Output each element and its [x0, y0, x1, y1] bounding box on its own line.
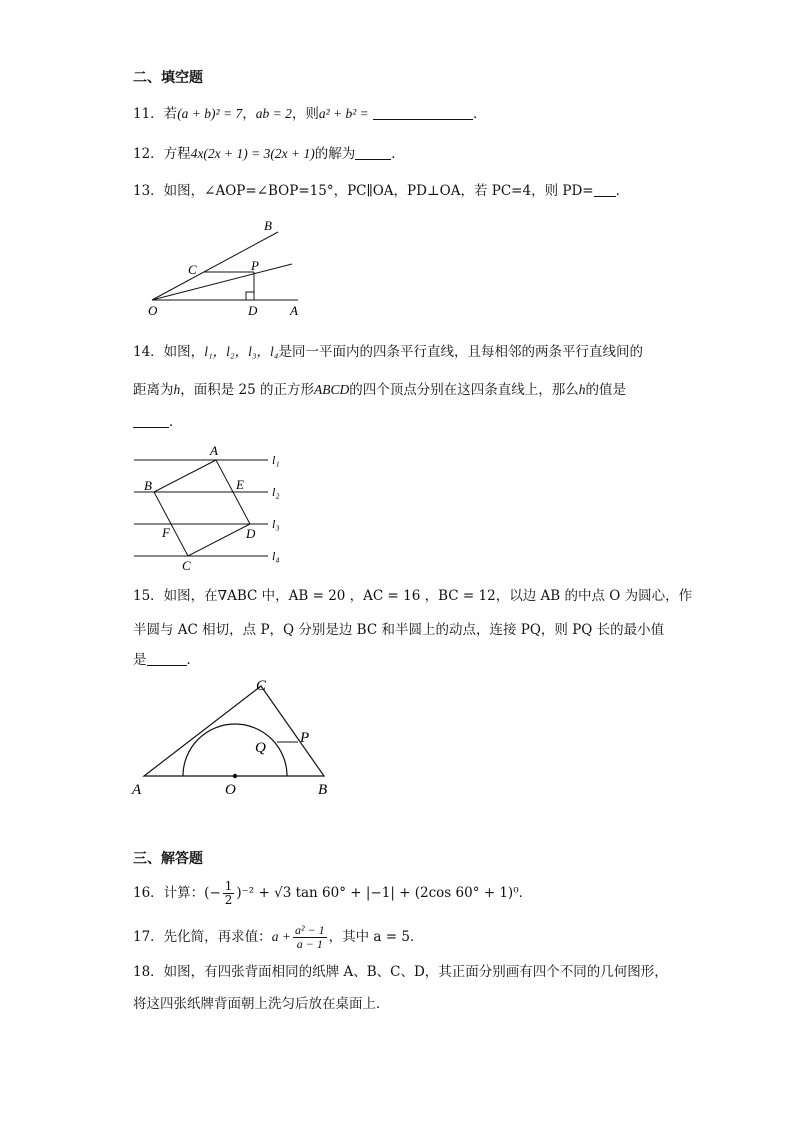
center-o: [233, 774, 237, 778]
q17-fraction: [293, 924, 327, 951]
q13-answer-blank[interactable]: [594, 182, 616, 197]
triangle-abc: [144, 686, 324, 776]
section-title-solutions: 三、解答题: [133, 851, 203, 867]
label-o: O: [225, 782, 236, 798]
label-d: D: [248, 303, 258, 318]
label-p: P: [251, 258, 259, 273]
q17-a: a +: [271, 929, 291, 944]
label-d: D: [246, 526, 256, 541]
q13-figure: [140, 214, 320, 320]
q12-answer-blank[interactable]: [355, 145, 391, 160]
label-q: Q: [255, 740, 266, 756]
label-l1: l₁: [272, 453, 280, 467]
q14-text2a: 距离为: [133, 382, 174, 398]
q12-equation: 4x(2x + 1) = 3(2x + 1): [190, 146, 315, 161]
label-c: C: [188, 262, 197, 277]
question-13: [133, 181, 629, 201]
q14-text2c: 的四个顶点分别在这四条直线上，那么: [349, 382, 579, 398]
label-a: A: [210, 443, 218, 458]
q15-figure: [128, 672, 338, 804]
question-14-line2: [133, 380, 626, 400]
question-14-line1: [133, 342, 643, 362]
label-c: C: [256, 678, 267, 694]
label-e: E: [236, 477, 244, 492]
q14-end: ．: [169, 414, 183, 430]
q11-sep: ，: [242, 106, 256, 122]
question-15-line2: 半圆与 AC 相切，点 P，Q 分别是边 BC 和半圆上的动点，连接 PQ，则 PQ 长的最小值: [133, 622, 665, 638]
q14-answer-blank[interactable]: [133, 413, 169, 428]
q14-text1: 是同一平面内的四条平行直线，且每相邻的两条平行直线间的: [278, 344, 643, 360]
label-p: P: [300, 730, 310, 746]
q11-expression: (a + b)² = 7: [177, 106, 243, 121]
question-12: [133, 144, 405, 164]
label-l4: l₄: [272, 549, 280, 563]
q11-then: ，则: [291, 106, 319, 122]
label-b: B: [318, 782, 328, 798]
q16-prefix: 16．计算：(−: [133, 885, 221, 901]
q16-fraction: [223, 880, 235, 907]
label-l3: l₃: [272, 517, 280, 531]
question-15-line3: [133, 650, 200, 670]
q14-abcd: ABCD: [314, 382, 350, 397]
label-b: B: [264, 218, 272, 233]
q16-rest: )⁻² + √3 tan 60° + |−1| + (2cos 60° + 1)⁰．: [236, 885, 533, 901]
q11-target: a² + b² =: [318, 106, 369, 121]
q13-text: 13．如图，∠AOP=∠BOP=15°，PC∥OA，PD⊥OA，若 PC=4，则 PD=: [133, 183, 594, 199]
question-18-line2: 将这四张纸牌背面朝上洗匀后放在桌面上．: [133, 996, 390, 1012]
q16-numerator: 1: [224, 879, 233, 893]
label-f: F: [162, 525, 170, 540]
q14-text2b: ，面积是 25 的正方形: [180, 382, 315, 398]
right-angle-mark: [246, 292, 254, 300]
q17-denominator: a − 1: [296, 937, 323, 951]
ray-ob: [152, 232, 278, 300]
q15-end: ．: [186, 652, 200, 668]
q14-h: h: [173, 382, 181, 397]
q12-end: ．: [391, 146, 405, 162]
label-c: C: [182, 558, 191, 572]
q15-answer-blank[interactable]: [147, 651, 187, 666]
q17-prefix: 17．先化简，再求值：: [133, 929, 272, 945]
square-abcd: [154, 460, 250, 556]
label-a: A: [290, 303, 298, 318]
label-b: B: [144, 478, 152, 493]
question-15-line1: 15．如图，在∇ABC 中，AB = 20 ，AC = 16 ，BC = 12，以边 AB 的中点 O 为圆心，作: [133, 588, 693, 604]
q17-rest: ，其中 a = 5．: [328, 929, 424, 945]
label-l2: l₂: [272, 485, 280, 499]
q11-ab: ab = 2: [255, 106, 292, 121]
q11-end: ．: [473, 106, 487, 122]
q11-answer-blank[interactable]: [373, 105, 473, 120]
q15-text3: 是: [133, 652, 147, 668]
q14-figure: [128, 440, 298, 572]
q14-text2d: 的值是: [585, 382, 627, 398]
q12-number: 12．方程: [133, 146, 191, 162]
q12-tail: 的解为: [314, 146, 356, 162]
question-14-line3: [133, 412, 183, 432]
q16-denominator: 2: [224, 893, 233, 907]
question-16: [133, 880, 532, 907]
label-o: O: [148, 303, 158, 318]
label-a: A: [132, 782, 142, 798]
q13-end: ．: [615, 183, 630, 199]
q14-number: 14．如图，: [133, 344, 205, 360]
semicircle: [183, 724, 287, 776]
question-11: [133, 104, 487, 124]
q14-h2: h: [578, 382, 586, 397]
section-title-fill-blank: 二、填空题: [133, 70, 203, 86]
q14-line-names: l₁，l₂，l₃，l₄: [204, 344, 279, 359]
q17-numerator: a² − 1: [294, 923, 325, 937]
question-18-line1: 18．如图，有四张背面相同的纸牌 A、B、C、D，其正面分别画有四个不同的几何图形，: [133, 964, 668, 980]
ray-op: [152, 264, 292, 300]
q11-number: 11．若: [133, 106, 178, 122]
question-17: [133, 924, 423, 951]
